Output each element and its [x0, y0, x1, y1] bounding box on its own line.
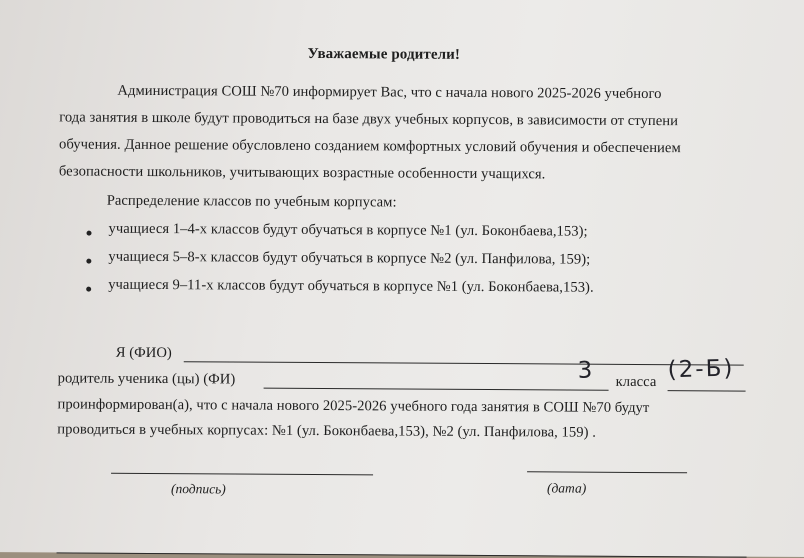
notice-title: Уважаемые родители! — [307, 45, 461, 63]
signature-caption: (подпись) — [170, 481, 226, 497]
date-caption: (дата) — [546, 480, 587, 496]
signature-line[interactable] — [111, 473, 373, 476]
handwritten-grade: 3 — [577, 357, 593, 384]
intro-line-3: обучения. Данное решение обусловлено созданием комфортных условий обучения и обеспечением — [59, 136, 681, 157]
intro-line-1: Администрация СОШ №70 информирует Вас, что с начала нового 2025-2026 учебного — [117, 82, 662, 103]
name-label: Я (ФИО) — [115, 344, 172, 362]
handwritten-class-letter: (2-Б) — [667, 355, 735, 384]
name-field-line[interactable] — [184, 361, 744, 365]
bullet-item-2: учащиеся 5–8-х классов будут обучаться в корпусе №2 (ул. Панфилова, 159); — [108, 248, 591, 268]
bullet-item-1: учащиеся 1–4-х классов будут обучаться в корпусе №1 (ул. Боконбаева,153); — [108, 220, 588, 240]
intro-line-2: года занятия в школе будут проводиться на базе двух учебных корпусов, в зависимости от ступени — [59, 109, 679, 130]
bullet-item-3: учащиеся 9–11-х классов будут обучаться в корпусе №1 (ул. Боконбаева,153). — [108, 276, 594, 296]
parent-label: родитель ученика (цы) (ФИ) — [57, 370, 236, 388]
student-name-field-line[interactable] — [264, 388, 609, 391]
bullet-marker — [86, 287, 91, 292]
distribution-heading: Распределение классов по учебным корпусам: — [106, 192, 397, 211]
class-field-line[interactable] — [668, 390, 746, 391]
intro-line-4: безопасности школьников, учитывающих возрастные особенности учащихся. — [58, 163, 546, 183]
bullet-marker — [87, 231, 92, 236]
class-label: класса — [615, 373, 657, 391]
date-line[interactable] — [527, 471, 687, 473]
confirm-line-1: проинформирован(а), что с начала нового 2025-2026 учебного года занятия в СОШ №70 будут — [57, 396, 650, 417]
bullet-marker — [86, 259, 91, 264]
confirm-line-2: проводиться в учебных корпусах: №1 (ул. Боконбаева,153), №2 (ул. Панфилова, 159) . — [57, 421, 596, 441]
